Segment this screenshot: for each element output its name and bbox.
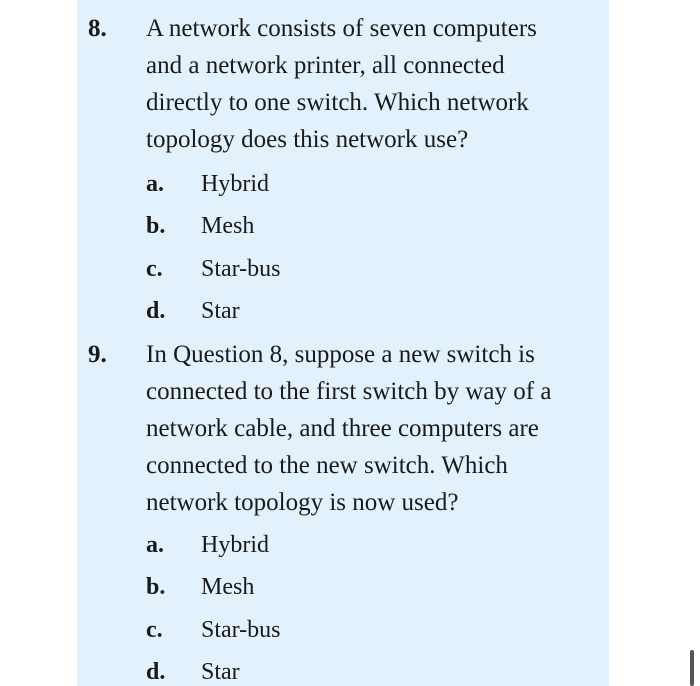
question-8-option-d-text: Star: [201, 298, 240, 324]
question-9-stem-line: network cable, and three computers are: [146, 415, 539, 442]
scrollbar-thumb[interactable]: [690, 650, 694, 686]
question-8-stem-line: and a network printer, all connected: [146, 52, 505, 79]
question-9-option-d-letter: d.: [146, 659, 166, 685]
question-9-option-b-text: Mesh: [201, 574, 255, 600]
question-8-stem-line: directly to one switch. Which network: [146, 89, 529, 116]
question-8-option-b-text: Mesh: [201, 213, 255, 239]
question-8-stem: [146, 10, 596, 158]
question-9-option-b-letter: b.: [146, 574, 166, 600]
question-9-stem-line: connected to the new switch. Which: [146, 452, 508, 479]
question-9-option-a-text: Hybrid: [201, 532, 269, 558]
question-9-stem-line: network topology is now used?: [146, 489, 459, 516]
question-9-number: 9.: [88, 341, 107, 368]
question-9-option-a-letter: a.: [146, 532, 164, 558]
question-8-number: 8.: [88, 15, 107, 42]
question-8-option-b-letter: b.: [146, 213, 166, 239]
question-8-stem-line: topology does this network use?: [146, 126, 469, 153]
question-9-stem-line: connected to the first switch by way of a: [146, 378, 552, 405]
question-8-stem-line: A network consists of seven computers: [146, 15, 537, 42]
question-9-option-d-text: Star: [201, 659, 240, 685]
question-9-option-c-text: Star-bus: [201, 617, 281, 643]
question-9-stem: [146, 336, 596, 521]
question-8-option-a-text: Hybrid: [201, 171, 269, 197]
question-8-option-c-letter: c.: [146, 256, 163, 282]
question-9-stem-line: In Question 8, suppose a new switch is: [146, 341, 535, 368]
question-8-option-a-letter: a.: [146, 171, 164, 197]
question-8-option-c-text: Star-bus: [201, 256, 281, 282]
question-8-option-d-letter: d.: [146, 298, 166, 324]
question-9-option-c-letter: c.: [146, 617, 163, 643]
